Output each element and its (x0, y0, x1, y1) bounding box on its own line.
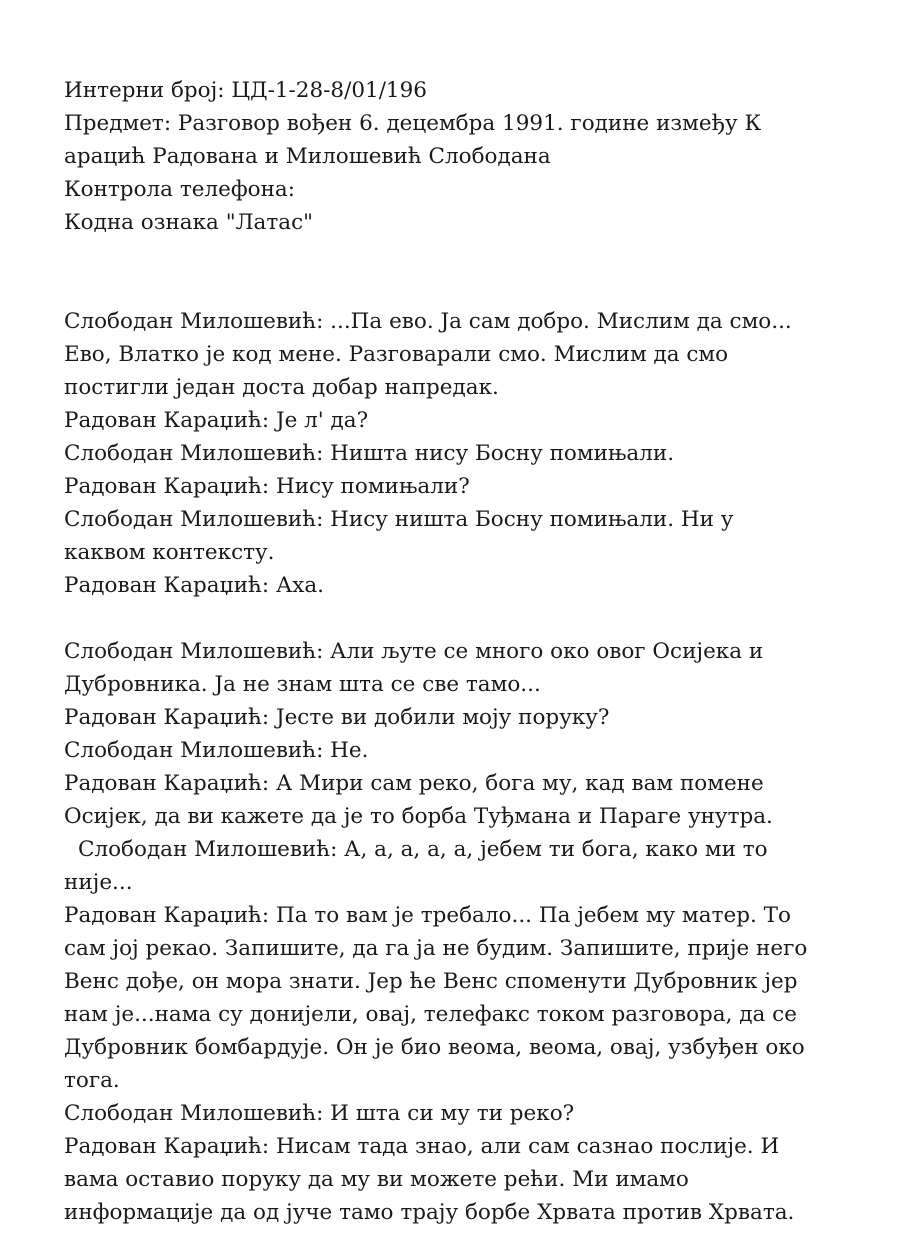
transcript-line: Слободан Милошевић: Нису ништа Босну помињали. Ни у (64, 507, 734, 532)
transcript-line: Радован Караџић: Нису помињали? (64, 474, 470, 499)
transcript-line: информације да од јуче тамо трају борбе Хрвата против Хрвата. (64, 1200, 795, 1225)
transcript-line: није... (64, 870, 133, 895)
transcript-line: Венс дође, он мора знати. Јер ће Венс споменути Дубровник јер (64, 969, 798, 994)
subject-line: Предмет: Разговор вођен 6. децембра 1991. године између К (64, 111, 762, 136)
transcript-line: Слободан Милошевић: Не. (64, 738, 369, 763)
transcript-line: Слободан Милошевић: А, а, а, а, а, јебем ти бога, како ми то (78, 837, 768, 862)
transcript-line: Ево, Влатко је код мене. Разговарали смо. Мислим да смо (64, 342, 729, 367)
transcript-line: сам јој рекао. Запишите, да га ја не будим. Запишите, прије него (64, 936, 808, 961)
transcript-line: постигли један доста добар напредак. (64, 375, 499, 400)
code-name-line: Кодна ознака "Латас" (64, 210, 314, 235)
transcript-line: Радован Караџић: Је л' да? (64, 408, 369, 433)
transcript-line: Радован Караџић: А Мири сам реко, бога му, кад вам помене (64, 771, 764, 796)
transcript-line: Слободан Милошевић: ...Па ево. Ја сам добро. Мислим да смо... (64, 309, 792, 334)
transcript-line: Радован Караџић: Јесте ви добили моју поруку? (64, 705, 610, 730)
transcript-line: Слободан Милошевић: Али љуте се много око овог Осијека и (64, 639, 764, 664)
subject-line-continued: арацић Радована и Милошевић Слободана (64, 144, 551, 169)
transcript-line: Радован Караџић: Нисам тада знао, али сам сазнао послије. И (64, 1134, 780, 1159)
transcript-line: Радован Караџић: Аха. (64, 573, 325, 598)
transcript-line: Радован Караџић: Па то вам је требало... Па јебем му матер. То (64, 903, 791, 928)
phone-control-line: Контрола телефона: (64, 177, 295, 202)
transcript-line: Дубровника. Ја не знам шта се све тамо... (64, 672, 541, 697)
transcript-line: Дубровник бомбардује. Он је био веома, веома, овај, узбуђен око (64, 1035, 805, 1060)
transcript-line: нам је...нама су донијели, овај, телефакс током разговора, да се (64, 1002, 797, 1027)
transcript-line: Слободан Милошевић: И шта си му ти реко? (64, 1101, 575, 1126)
transcript-line: вама оставио поруку да му ви можете рећи. Ми имамо (64, 1167, 689, 1192)
transcript-line: каквом контексту. (64, 540, 275, 565)
transcript-line: Осијек, да ви кажете да је то борба Туђмана и Параге унутра. (64, 804, 773, 829)
transcript-line: Слободан Милошевић: Ништа нису Босну помињали. (64, 441, 675, 466)
transcript-line: тога. (64, 1068, 120, 1093)
internal-number-line: Интерни број: ЦД-1-28-8/01/196 (64, 78, 427, 103)
